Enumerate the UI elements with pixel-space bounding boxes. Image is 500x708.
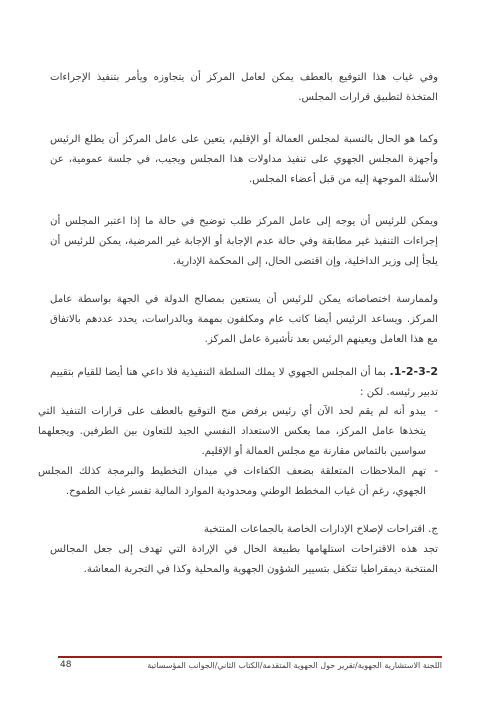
- footer-title: اللجنة الاستشارية الجهوية/تقرير حول الجهوية المتقدمة/الكتاب الثاني/الجوانب المؤسساتية: [147, 661, 442, 670]
- paragraph-3: ويمكن للرئيس أن يوجه إلى عامل المركز طلب توضيح في حالة ما إذا اعتبر المجلس أن إجراءات التنفيذ غير مطابقة وفي حالة عدم الإجابة أو الإجابة غير المرضية، يمكن للرئيس أن يلجأ إلى وزير الداخلية، وإن اقتضى الحال، إلى المحكمة الإدارية.: [50, 216, 438, 267]
- paragraph-6: تجد هذه الاقتراحات استلهامها بطبيعة الحال في الإرادة التي تهدف إلى جعل المجالس المنتخبة ديمقراطيا تتكفل بتسيير الشؤون الجهوية والمحلية وكذا في التجربة المعاشة.: [50, 544, 438, 575]
- section-heading: ج. اقتراحات لإصلاح الإدارات الخاصة بالجماعات المنتخبة: [203, 524, 438, 535]
- paragraph-4: ولممارسة اختصاصاته يمكن للرئيس أن يستعين بمصالح الدولة في الجهة بواسطة عامل المركز. ويساعد الرئيس أيضا كاتب عام ومكلفون بمهمة وبالدراسات، يحدد عددهم بالاتفاق مع هذا العامل ويعينهم الرئيس بعد تأشيرة عامل المركز.: [50, 294, 438, 345]
- paragraph-5-text: بما أن المجلس الجهوي لا يملك السلطة التنفيذية فلا داعي هنا أيضا للقيام بتقييم تدبير رئيسه. لكن :: [50, 367, 438, 398]
- section-number: 1-2-3-2.: [389, 365, 438, 378]
- footer-rule: [58, 656, 442, 658]
- page-number: 48: [60, 660, 72, 670]
- paragraph-5: [50, 362, 438, 403]
- paragraph-1: وفي غياب هذا التوقيع بالعطف يمكن لعامل المركز أن يتجاوزه ويأمر بتنفيذ الإجراءات المتخذة لتطبيق قرارات المجلس.: [50, 72, 438, 103]
- bullet-item-2: - تهم الملاحظات المتعلقة بضعف الكفاءات في ميدان التخطيط والبرمجة كذلك المجلس الجهوي، رغم أن غياب المخطط الوطني ومحدودية الموارد المالية تفسر غياب الطموح.: [38, 462, 426, 502]
- paragraph-2: وكما هو الحال بالنسبة لمجلس العمالة أو الإقليم، يتعين على عامل المركز أن يطلع الرئيس وأجهزة المجلس الجهوي على تنفيذ مداولات هذا المجلس ويجيب، في جلسة عمومية، عن الأسئلة الموجهة إليه من قبل أعضاء المجلس.: [50, 134, 438, 185]
- bullet-list: [38, 402, 438, 502]
- bullet-item-1: - يبدو أنه لم يقم لحد الآن أي رئيس برفض منح التوقيع بالعطف على قرارات التنفيذ التي يتخذها عامل المركز، مما يعكس الاستعداد النفسي الجيد للتعاون بين الطرفين. ويجعلهما سواسين بالتماس مقارنة مع مجلس العمالة أو الإقليم.: [38, 402, 426, 462]
